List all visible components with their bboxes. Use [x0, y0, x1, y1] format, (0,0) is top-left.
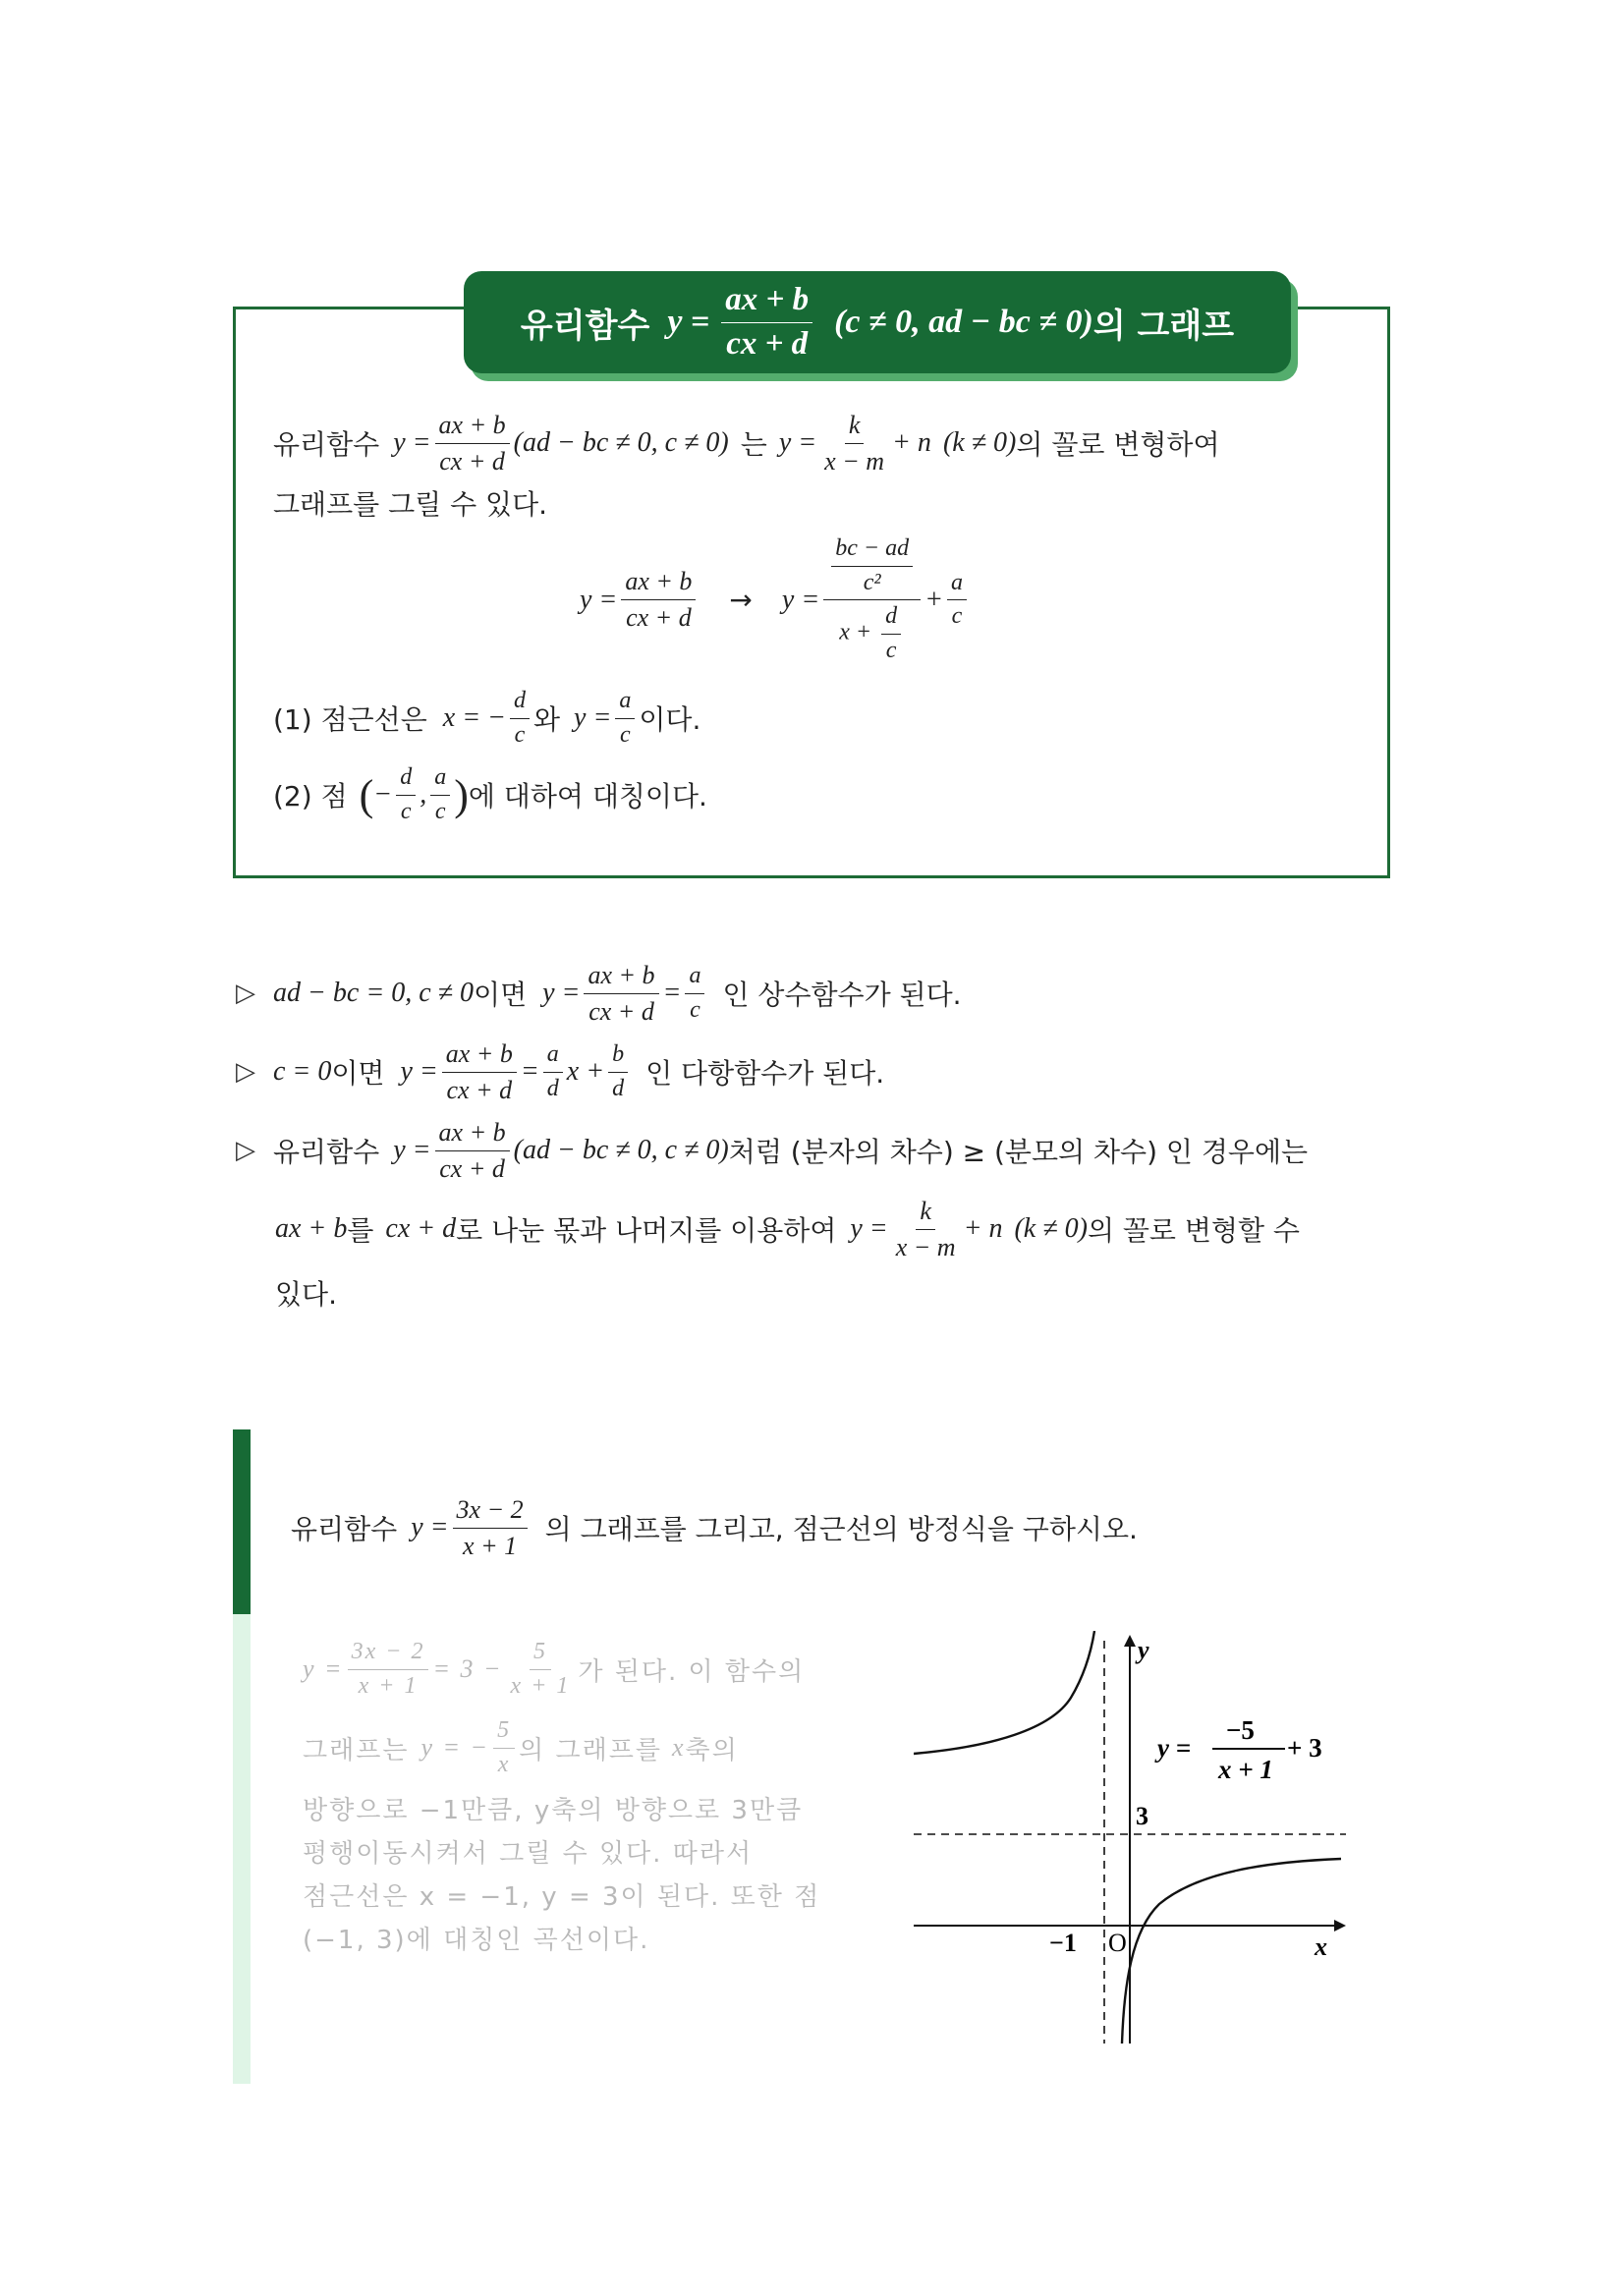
title-y-eq: y = [667, 304, 710, 340]
note2-cond: c = 0 [273, 1056, 332, 1088]
item2-dc: $\frac{d}{c}$ [396, 764, 416, 825]
transform-plus: + [924, 584, 943, 615]
note1-y-eq: y = [542, 978, 581, 1009]
theory-intro-line2: 그래프를 그릴 수 있다. [273, 488, 548, 521]
solution-line-5: 점근선은 x = −1, y = 3이 된다. 또한 점 [303, 1882, 821, 1912]
item2-comma: , [420, 779, 427, 811]
note2-ad: $\frac{a}{d}$ [543, 1041, 563, 1102]
sol1-end: 가 된다. 이 함수의 [578, 1656, 806, 1687]
note3-k-frac: $\frac{k}{x - m}$ [895, 1197, 956, 1261]
note-3-line3: 있다. [275, 1278, 337, 1311]
item1-x-eq: x = − [442, 702, 506, 734]
theory-item2 [273, 764, 707, 825]
item1-label: (1) 점근선은 [273, 703, 427, 737]
triangle-bullet-icon: ▷ [236, 1057, 255, 1088]
item1-dc: $\frac{d}{c}$ [510, 688, 530, 749]
note2-fraction: $\frac{ax + b}{cx + d}$ [442, 1039, 517, 1105]
sol2-pre: 그래프는 [303, 1735, 410, 1765]
note1-mid: 이면 [474, 979, 528, 1012]
title-suffix: 의 그래프 [1092, 306, 1235, 346]
note-1 [236, 961, 962, 1027]
item2-label: (2) 점 [273, 780, 348, 813]
x-axis-label: x [1315, 1932, 1327, 1961]
title-banner [464, 271, 1291, 373]
transform-fraction: $\frac{ax + b}{cx + d}$ [621, 567, 696, 633]
sol2-x: x [671, 1733, 686, 1763]
title-fraction: $\frac{ax + b}{cx + d}$ [721, 282, 812, 364]
note3-pre: 유리함수 [273, 1136, 380, 1169]
solution-line-2 [303, 1717, 739, 1778]
transform-big-fraction: $\frac{bc - ad}{\text{c²}}$ x + $\frac{d}{c}$ [823, 535, 921, 664]
intro-fraction2: $\frac{k}{x - m}$ [824, 411, 885, 476]
item2-end: 에 대하여 대칭이다. [468, 780, 707, 813]
intro-label: 유리함수 [273, 428, 380, 462]
item1-ac: $\frac{a}{c}$ [615, 688, 635, 749]
sol2-mid: 의 그래프를 [519, 1735, 662, 1765]
note3-cxd: cx + d [385, 1213, 457, 1245]
note3-axb: ax + b [275, 1213, 348, 1245]
theory-transform [580, 535, 971, 664]
note3-y-eq2: y = [850, 1213, 888, 1245]
intro-condition2: (k ≠ 0) [942, 427, 1017, 459]
sol2-y-eq: y = − [420, 1733, 490, 1763]
theory-intro-line [273, 411, 1220, 476]
y-axis-label: y [1138, 1636, 1149, 1664]
note2-bd: $\frac{b}{d}$ [608, 1041, 628, 1102]
item1-end: 이다. [639, 703, 701, 737]
note1-cond: ad − bc = 0, c ≠ 0 [273, 978, 475, 1009]
sol1-frac-b: $\frac{5}{x + 1}$ [510, 1639, 571, 1699]
solution-line-4: 평행이동시켜서 그릴 수 있다. 따라서 [303, 1839, 754, 1869]
intro-end: 의 꼴로 변형하여 [1016, 428, 1220, 462]
note3-fraction: $\frac{ax + b}{cx + d}$ [435, 1118, 510, 1184]
y-axis-arrow-icon [1124, 1635, 1136, 1647]
note-3-line2 [275, 1197, 1300, 1262]
note3-y-eq: y = [393, 1135, 431, 1166]
note2-end: 인 다항함수가 된다. [645, 1057, 885, 1091]
note3-reul: 를 [347, 1214, 374, 1248]
transform-rhs: y = [781, 584, 820, 615]
note1-fraction: $\frac{ax + b}{cx + d}$ [584, 961, 658, 1027]
sol2-end: 축의 [685, 1735, 739, 1765]
x-axis-arrow-icon [1334, 1920, 1346, 1932]
item2-lparen: ( [359, 770, 374, 819]
intro-mid: 는 [740, 428, 767, 462]
title-condition: (c ≠ 0, ad − bc ≠ 0) [834, 304, 1093, 340]
hyperbola-right-branch [1122, 1859, 1341, 2044]
triangle-bullet-icon: ▷ [236, 979, 255, 1009]
transform-arrow: → [729, 584, 753, 617]
note3-cond2: (k ≠ 0) [1014, 1213, 1088, 1245]
label-origin: O [1108, 1929, 1127, 1957]
note2-mid: 이면 [331, 1057, 385, 1091]
solution-line-6: (−1, 3)에 대칭인 곡선이다. [303, 1926, 650, 1955]
note1-end: 인 상수함수가 된다. [722, 979, 962, 1012]
hyperbola-graph [914, 1631, 1356, 2044]
prompt-fraction: $\frac{3x - 2}{x + 1}$ [453, 1495, 528, 1561]
prompt-pre: 유리함수 [291, 1513, 398, 1546]
prompt-y-eq: y = [411, 1512, 449, 1543]
title-text: 유리함수 [520, 306, 650, 346]
example-bar-dark [233, 1429, 251, 1614]
solution-line-1 [303, 1639, 805, 1700]
intro-fraction: $\frac{ax + b}{cx + d}$ [435, 411, 510, 476]
triangle-bullet-icon: ▷ [236, 1136, 255, 1166]
item2-ac: $\frac{a}{c}$ [430, 764, 450, 825]
item2-minus: − [373, 779, 393, 811]
note3-divide: 로 나눈 몫과 나머지를 이용하여 [456, 1214, 837, 1248]
label-minus-one: −1 [1049, 1929, 1077, 1957]
intro-y-eq: y = [393, 427, 431, 459]
item2-rparen: ) [454, 770, 469, 819]
intro-plus-n: + n [892, 427, 931, 459]
graph-eq-tail: + 3 [1287, 1733, 1322, 1763]
note3-plus-n: + n [963, 1213, 1003, 1245]
item1-y-eq: y = [574, 702, 612, 734]
note3-cond: (ad − bc ≠ 0, c ≠ 0) [513, 1135, 729, 1166]
sol2-frac: $\frac{5}{x}$ [493, 1717, 515, 1778]
note2-x-plus: x + [566, 1056, 605, 1088]
theory-item1 [273, 688, 700, 749]
note2-eq: = [520, 1056, 539, 1088]
graph-eq-den: x + 1 [1218, 1755, 1273, 1784]
note-3 [236, 1118, 1308, 1184]
example-prompt [291, 1495, 1138, 1561]
note1-ac: $\frac{a}{c}$ [685, 963, 704, 1024]
transform-ac: $\frac{a}{c}$ [947, 570, 967, 631]
hyperbola-left-branch [914, 1631, 1094, 1754]
sol1-eq: = 3 − [432, 1654, 503, 1684]
intro-condition: (ad − bc ≠ 0, c ≠ 0) [513, 427, 729, 459]
note3-end2: 의 꼴로 변형할 수 [1087, 1214, 1300, 1248]
sol1-frac-a: $\frac{3x - 2}{x + 1}$ [348, 1639, 429, 1700]
label-three: 3 [1136, 1802, 1148, 1830]
note3-mid: 처럼 (분자의 차수) ≥ (분모의 차수) 인 경우에는 [728, 1136, 1309, 1169]
transform-lhs: y = [580, 584, 618, 615]
note2-y-eq: y = [400, 1056, 438, 1088]
graph-eq-num: −5 [1226, 1715, 1255, 1745]
solution-line-3: 방향으로 −1만큼, y축의 방향으로 3만큼 [303, 1796, 804, 1825]
note-2 [236, 1039, 884, 1105]
graph-eq-lhs: y = [1157, 1733, 1192, 1763]
sol1-y-eq: y = [303, 1654, 344, 1684]
intro-y-eq2: y = [778, 427, 817, 459]
note1-eq: = [662, 978, 682, 1009]
item1-mid: 와 [532, 703, 561, 737]
example-bar-light [233, 1614, 251, 2084]
prompt-end: 의 그래프를 그리고, 점근선의 방정식을 구하시오. [544, 1513, 1138, 1546]
